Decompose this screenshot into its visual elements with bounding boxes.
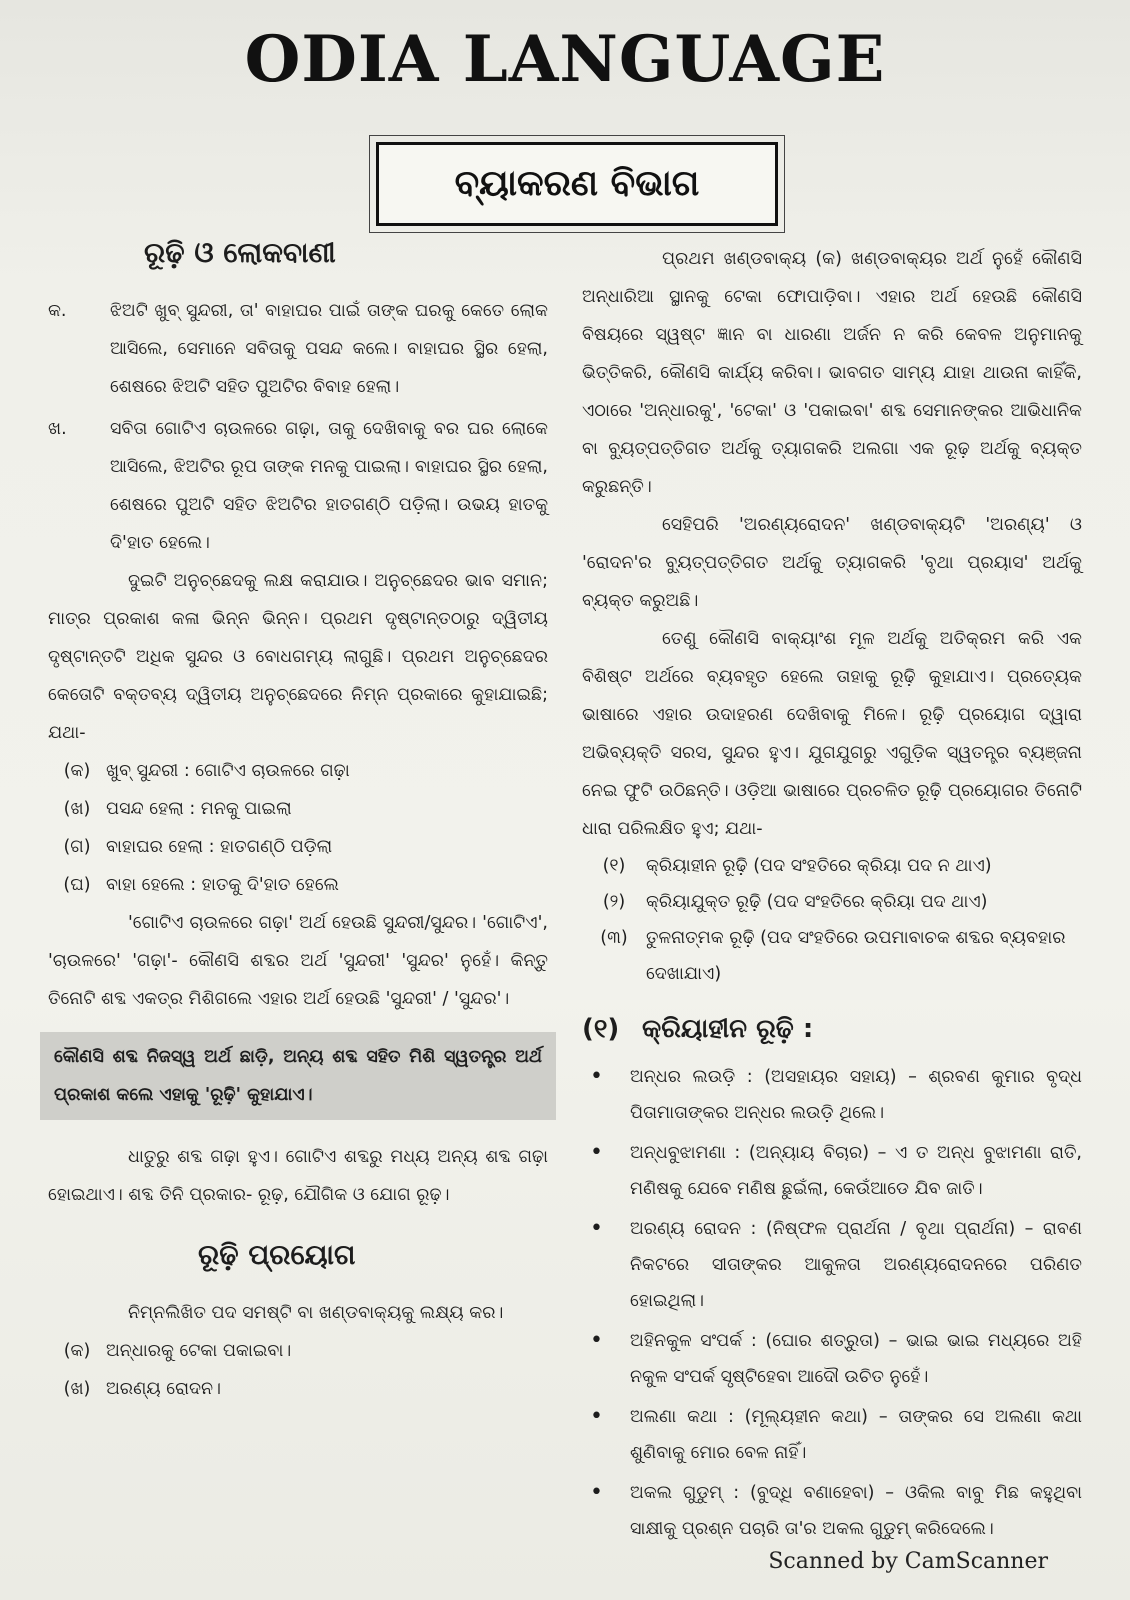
paragraph: ସେହିପରି 'ଅରଣ୍ୟରୋଦନ' ଖଣ୍ଡବାକ୍ୟଟି 'ଅରଣ୍ୟ' ଓ 'ରୋଦନ'ର ବ୍ୟୁତ୍ପତ୍ତିଗତ ଅର୍ଥକୁ ତ୍ୟାଗକରି 'ବୃଥା ପ୍ରୟାସ' ଅର୍ଥକୁ ବ୍ୟକ୍ତ କରୁଅଛି। <box>582 515 1082 611</box>
paragraph: ଧାତୁରୁ ଶବ୍ଦ ଗଢ଼ା ହୁଏ। ଗୋଟିଏ ଶବ୍ଦରୁ ମଧ୍ୟ ଅନ୍ୟ ଶବ୍ଦ ଗଢ଼ା ହୋଇଥାଏ। ଶବ୍ଦ ତିନି ପ୍ରକାର- ରୂଢ଼, ଯୌଗିକ ଓ ଯୋଗ ରୂଢ଼। <box>48 1147 548 1205</box>
idiom-bullet <box>582 1399 1082 1471</box>
item-text: କ୍ରିୟାଯୁକ୍ତ ରୂଢ଼ି (ପଦ ସଂହତିରେ କ୍ରିୟା ପଦ ଥାଏ) <box>646 892 988 912</box>
item-text: ପସନ୍ଦ ହେଲା : ମନକୁ ପାଇଲା <box>106 799 292 819</box>
idiom-bullet <box>582 1211 1082 1319</box>
item-text: ଖୁବ୍ ସୁନ୍ଦରୀ : ଗୋଟିଏ ଚାଉଳରେ ଗଢ଼ା <box>106 761 350 781</box>
section-title: ବ୍ୟାକରଣ ବିଭାଗ <box>454 163 700 204</box>
item-marker: (୧) <box>602 856 626 876</box>
comparison-item <box>48 866 548 904</box>
bullet-text: ଅହିନକୁଳ ସଂପର୍କ : (ଘୋର ଶତ୍ରୁତା) – ଭାଇ ଭାଇ ମଧ୍ୟରେ ଅହି ନକୁଳ ସଂପର୍କ ସୃଷ୍ଟିହେବା ଆଦୌ ଉଚିତ ନୁହେଁ। <box>630 1331 1082 1387</box>
item-text: ସବିତା ଗୋଟିଏ ଚାଉଳରେ ଗଢ଼ା, ତାକୁ ଦେଖିବାକୁ ବର ଘର ଲୋକେ ଆସିଲେ, ଝିଅଟିର ରୂପ ତାଙ୍କ ମନକୁ ପାଇଲା। ବାହାଘର ସ୍ଥିର ହେଲା, ଶେଷରେ ପୁଅଟି ସହିତ ଝିଅଟିର ହାତଗଣ୍ଠି ପଡ଼ିଲା। ଉଭୟ ହାତକୁ ଦି'ହାତ ହେଲେ। <box>110 419 548 553</box>
item-marker: ଖ. <box>48 419 67 439</box>
item-text: ତୁଳନାତ୍ମକ ରୂଢ଼ି (ପଦ ସଂହତିରେ ଉପମାବାଚକ ଶବ୍ଦର ବ୍ୟବହାର ଦେଖାଯାଏ) <box>646 928 1066 984</box>
type-item <box>582 848 1082 884</box>
item-marker: (ଖ) <box>63 1379 91 1399</box>
heading-rudhi-lokabani: ରୂଢ଼ି ଓ ଲୋକବାଣୀ <box>144 236 336 269</box>
bullet-icon: • <box>590 1140 603 1165</box>
item-marker: କ. <box>48 301 67 321</box>
bullet-icon: • <box>590 1216 603 1241</box>
phrase-item <box>48 1332 548 1370</box>
item-marker: (ଗ) <box>63 837 91 857</box>
item-text: କ୍ରିୟାହୀନ ରୂଢ଼ି (ପଦ ସଂହତିରେ କ୍ରିୟା ପଦ ନ ଥାଏ) <box>646 856 992 876</box>
type-item <box>582 920 1082 992</box>
bullet-text: ଅଲଣା କଥା : (ମୂଲ୍ୟହୀନ କଥା) – ତାଙ୍କର ସେ ଅଲଣା କଥା ଶୁଣିବାକୁ ମୋର ବେଳ ନାହିଁ। <box>630 1407 1082 1463</box>
item-marker: (ଘ) <box>63 875 91 895</box>
subheading-marker: (୧) <box>582 1014 620 1044</box>
left-column <box>48 228 548 1408</box>
item-text: ବାହାଘର ହେଲା : ହାତଗଣ୍ଠି ପଡ଼ିଲା <box>106 837 333 857</box>
scanner-watermark: Scanned by CamScanner <box>768 1549 1048 1574</box>
bullet-icon: • <box>590 1328 603 1353</box>
section-title-box <box>376 142 778 226</box>
right-column <box>582 240 1082 1551</box>
example-paragraph-ka <box>48 292 548 406</box>
bullet-text: ଅରଣ୍ୟ ରୋଦନ : (ନିଷ୍ଫଳ ପ୍ରାର୍ଥନା / ବୃଥା ପ୍ରାର୍ଥନା) – ରାବଣ ନିକଟରେ ସୀତାଙ୍କର ଆକୁଳତା ଅରଣ୍ୟରୋଦନରେ ପରିଣତ ହୋଇଥିଲା। <box>630 1219 1082 1311</box>
paragraph: ପ୍ରଥମ ଖଣ୍ଡବାକ୍ୟ (କ) ଖଣ୍ଡବାକ୍ୟର ଅର୍ଥ ନୁହେଁ କୌଣସି ଅନ୍ଧାରିଆ ସ୍ଥାନକୁ ଟେକା ଫୋପାଡ଼ିବା। ଏହାର ଅର୍ଥ ହେଉଛି କୌଣସି ବିଷୟରେ ସ୍ୱଷ୍ଟ ଜ୍ଞାନ ବା ଧାରଣା ଅର୍ଜନ ନ କରି କେବଳ ଅନୁମାନକୁ ଭିତ୍ତିକରି, କୌଣସି କାର୍ଯ୍ୟ କରିବା। ଭାବଗତ ସାମ୍ୟ ଯାହା ଥାଉନା କାହିଁକି, ଏଠାରେ 'ଅନ୍ଧାରକୁ', 'ଟେକା' ଓ 'ପକାଇବା' ଶବ୍ଦ ସେମାନଙ୍କର ଆଭିଧାନିକ ବା ବ୍ୟୁତ୍ପତ୍ତିଗତ ଅର୍ଥକୁ ତ୍ୟାଗକରି ଅଲଗା ଏକ ରୂଢ଼ ଅର୍ଥକୁ ବ୍ୟକ୍ତ କରୁଛନ୍ତି। <box>582 249 1082 497</box>
item-text: ବାହା ହେଲେ : ହାତକୁ ଦି'ହାତ ହେଲେ <box>106 875 339 895</box>
paragraph: ନିମ୍ନଲିଖିତ ପଦ ସମଷ୍ଟି ବା ଖଣ୍ଡବାକ୍ୟକୁ ଲକ୍ଷ୍ୟ କର। <box>128 1303 504 1323</box>
paragraph: ତେଣୁ କୌଣସି ବାକ୍ୟାଂଶ ମୂଳ ଅର୍ଥକୁ ଅତିକ୍ରମ କରି ଏକ ବିଶିଷ୍ଟ ଅର୍ଥରେ ବ୍ୟବହୃତ ହେଲେ ତାହାକୁ ରୂଢ଼ି କୁହାଯାଏ। ପ୍ରତ୍ୟେକ ଭାଷାରେ ଏହାର ଉଦାହରଣ ଦେଖିବାକୁ ମିଳେ। ରୂଢ଼ି ପ୍ରୟୋଗ ଦ୍ୱାରା ଅଭିବ୍ୟକ୍ତି ସରସ, ସୁନ୍ଦର ହୁଏ। ଯୁଗଯୁଗରୁ ଏଗୁଡ଼ିକ ସ୍ୱତନ୍ତ୍ର ବ୍ୟଞ୍ଜନା ନେଇ ଫୁଟି ଉଠିଛନ୍ତି। ଓଡ଼ିଆ ଭାଷାରେ ପ୍ରଚଳିତ ରୂଢ଼ି ପ୍ରୟୋଗର ତିନୋଟି ଧାରା ପରିଲକ୍ଷିତ ହୁଏ; ଯଥା- <box>582 629 1082 839</box>
type-item <box>582 884 1082 920</box>
page-title: ODIA LANGUAGE <box>244 22 886 97</box>
paragraph: 'ଗୋଟିଏ ଚାଉଳରେ ଗଢ଼ା' ଅର୍ଥ ହେଉଛି ସୁନ୍ଦରୀ/ସୁନ୍ଦର। 'ଗୋଟିଏ', 'ଚାଉଳରେ' 'ଗଢ଼ା'- କୌଣସି ଶବ୍ଦର ଅର୍ଥ 'ସୁନ୍ଦରୀ' 'ସୁନ୍ଦର' ନୁହେଁ। କିନ୍ତୁ ତିନୋଟି ଶବ୍ଦ ଏକତ୍ର ମିଶିଗଲେ ଏହାର ଅର୍ଥ ହେଉଛି 'ସୁନ୍ଦରୀ' / 'ସୁନ୍ଦର'। <box>48 913 548 1009</box>
idiom-bullet <box>582 1323 1082 1395</box>
idiom-bullet <box>582 1135 1082 1207</box>
item-marker: (ଖ) <box>63 799 91 819</box>
item-marker: (୩) <box>600 928 628 948</box>
comparison-item <box>48 828 548 866</box>
idiom-bullet <box>582 1059 1082 1131</box>
idiom-bullet <box>582 1475 1082 1547</box>
bullet-text: ଅନ୍ଧବୁଝାମଣା : (ଅନ୍ୟାୟ ବିଚାର) – ଏ ତ ଅନ୍ଧ ବୁଝାମଣା ରାତି, ମଣିଷକୁ ଯେବେ ମଣିଷ ଛୁଇଁଲା, କେଉଁଆଡେ ଯିବ ଜାତି। <box>630 1143 1082 1199</box>
item-marker: (୨) <box>602 892 626 912</box>
item-text: ଅରଣ୍ୟ ରୋଦନ। <box>106 1379 221 1399</box>
bullet-text: ଅନ୍ଧର ଲଉଡ଼ି : (ଅସହାୟର ସହାୟ) – ଶ୍ରବଣ କୁମାର ବୃଦ୍ଧ ପିତାମାତାଙ୍କର ଅନ୍ଧର ଲଉଡ଼ି ଥିଲେ। <box>630 1067 1082 1123</box>
item-text: ଝିଅଟି ଖୁବ୍ ସୁନ୍ଦରୀ, ତା' ବାହାଘର ପାଇଁ ତାଙ୍କ ଘରକୁ କେତେ ଲୋକ ଆସିଲେ, ସେମାନେ ସବିତାକୁ ପସନ୍ଦ କଲେ। ବାହାଘର ସ୍ଥିର ହେଲା, ଶେଷରେ ଝିଅଟି ସହିତ ପୁଅଟିର ବିବାହ ହେଲା। <box>110 301 548 397</box>
comparison-item <box>48 790 548 828</box>
paragraph: ଦୁଇଟି ଅନୁଚ୍ଛେଦକୁ ଲକ୍ଷ କରାଯାଉ। ଅନୁଚ୍ଛେଦର ଭାବ ସମାନ; ମାତ୍ର ପ୍ରକାଶ କଳା ଭିନ୍ନ ଭିନ୍ନ। ପ୍ରଥମ ଦୃଷ୍ଟାନ୍ତଠାରୁ ଦ୍ୱିତୀୟ ଦୃଷ୍ଟାନ୍ତଟି ଅଧିକ ସୁନ୍ଦର ଓ ବୋଧଗମ୍ୟ ଲାଗୁଛି। ପ୍ରଥମ ଅନୁଚ୍ଛେଦର କେତୋଟି ବକ୍ତବ୍ୟ ଦ୍ୱିତୀୟ ଅନୁଚ୍ଛେଦରେ ନିମ୍ନ ପ୍ରକାରେ କୁହାଯାଇଛି; ଯଥା- <box>48 571 548 743</box>
bullet-text: ଅକଲ ଗୁଡୁମ୍ : (ବୁଦ୍ଧି ବଣାହେବା) – ଓକିଲ ବାବୁ ମିଛ କହୁଥିବା ସାକ୍ଷୀକୁ ପ୍ରଶ୍ନ ପଚାରି ତା'ର ଅକଲ ଗୁଡୁମ୍ କରିଦେଲେ। <box>630 1483 1082 1539</box>
item-text: ଅନ୍ଧାରକୁ ଟେକା ପକାଇବା। <box>106 1341 292 1361</box>
heading-rudhi-prayoga: ରୂଢ଼ି ପ୍ରୟୋଗ <box>198 1238 356 1271</box>
item-marker: (କ) <box>63 1341 91 1361</box>
phrase-item <box>48 1370 548 1408</box>
subheading-kriyahina-rudhi <box>582 1014 1082 1045</box>
bullet-icon: • <box>590 1404 603 1429</box>
comparison-item <box>48 752 548 790</box>
bullet-icon: • <box>590 1480 603 1505</box>
item-marker: (କ) <box>63 761 91 781</box>
definition-highlight-box: କୌଣସି ଶବ୍ଦ ନିଜସ୍ୱ ଅର୍ଥ ଛାଡ଼ି, ଅନ୍ୟ ଶବ୍ଦ ସହିତ ମିଶି ସ୍ୱତନ୍ତ୍ର ଅର୍ଥ ପ୍ରକାଶ କଲେ ଏହାକୁ 'ରୂଢ଼ି' କୁହାଯାଏ। <box>40 1032 556 1120</box>
bullet-icon: • <box>590 1064 603 1089</box>
subheading-text: କ୍ରିୟାହୀନ ରୂଢ଼ି : <box>642 1014 814 1044</box>
example-paragraph-kha <box>48 410 548 562</box>
